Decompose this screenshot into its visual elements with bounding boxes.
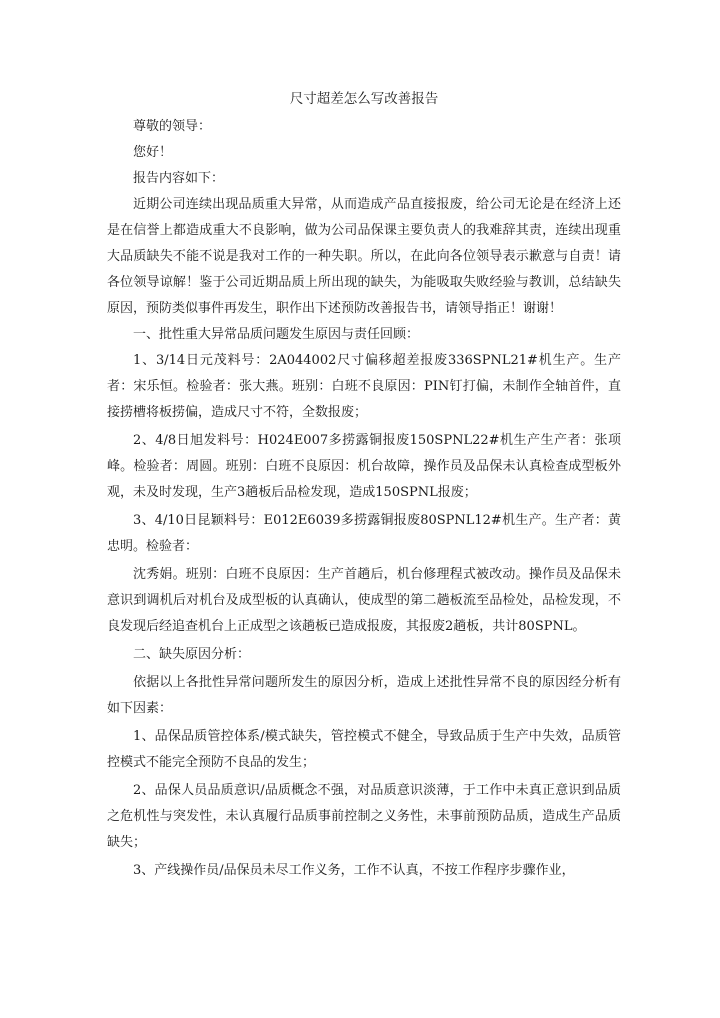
- section2-heading: 二、缺失原因分析：: [133, 647, 251, 662]
- document-page: [107, 86, 621, 884]
- analysis-intro-paragraph: 依据以上各批性异常问题所发生的原因分析，造成上述批性异常不良的原因经分析有如下因素：: [107, 675, 621, 716]
- greeting: 尊敬的领导：: [133, 119, 212, 134]
- opening-paragraph: 近期公司连续出现品质重大异常，从而造成产品直接报废，给公司无论是在经济上还是在信誉上都造成重大不良影响，做为公司品保课主要负责人的我难辞其责，连续出现重大品质缺失不能不说是我对工作的一种失职。所以，在此向各位领导表示歉意与自责！请各位领导谅解！鉴于公司近期品质上所出现的缺失，为能吸取失败经验与教训，总结缺失原因，预防类似事件再发生，职作出下述预防改善报告书，请领导指正！谢谢！: [107, 197, 621, 316]
- document-title: 尺寸超差怎么写改善报告: [289, 91, 439, 107]
- case-3-continued-paragraph: 沈秀娟。班别：白班不良原因：生产首趟后，机台修理程式被改动。操作员及品保未意识到调机后对机台及成型板的认真确认，使成型的第二趟板流至品检处，品检发现，不良发现后经追查机台上正成型之该趟板已造成报废，其报废2趟板，共计80SPNL。: [107, 567, 621, 634]
- case-1-paragraph: 1、3/14日元茂料号：2A044002尺寸偏移超差报废336SPNL21#机生产。生产者：宋乐恒。检验者：张大燕。班别：白班不良原因：PIN钉打偏，未制作全轴首件，直接捞槽将板捞偏，造成尺寸不符，全数报废；: [107, 353, 621, 420]
- case-3-paragraph: 3、4/10日昆颖料号：E012E6039多捞露铜报废80SPNL12#机生产。生产者：黄忠明。检验者：: [107, 513, 621, 554]
- cause-2-paragraph: 2、品保人员品质意识/品质概念不强，对品质意识淡薄，于工作中未真正意识到品质之危机性与突发性，未认真履行品质事前控制之义务性，未事前预防品质，造成生产品质缺失；: [107, 783, 621, 850]
- cause-3-paragraph: 3、产线操作员/品保员未尽工作义务，工作不认真，不按工作程序步骤作业，: [133, 863, 575, 878]
- intro-label: 报告内容如下：: [133, 171, 225, 186]
- cause-1-paragraph: 1、品保品质管控体系/模式缺失，管控模式不健全，导致品质于生产中失效，品质管控模式不能完全预防不良品的发生；: [107, 729, 621, 770]
- section1-heading: 一、批性重大异常品质问题发生原因与责任回顾：: [133, 327, 420, 342]
- case-2-paragraph: 2、4/8日旭发料号：H024E007多捞露铜报废150SPNL22#机生产生产者：张项峰。检验者：周圆。班别：白班不良原因：机台故障，操作员及品保未认真检查成型板外观，未及时发现，生产3趟板后品检发现，造成150SPNL报废；: [107, 433, 621, 500]
- hello: 您好！: [133, 145, 173, 160]
